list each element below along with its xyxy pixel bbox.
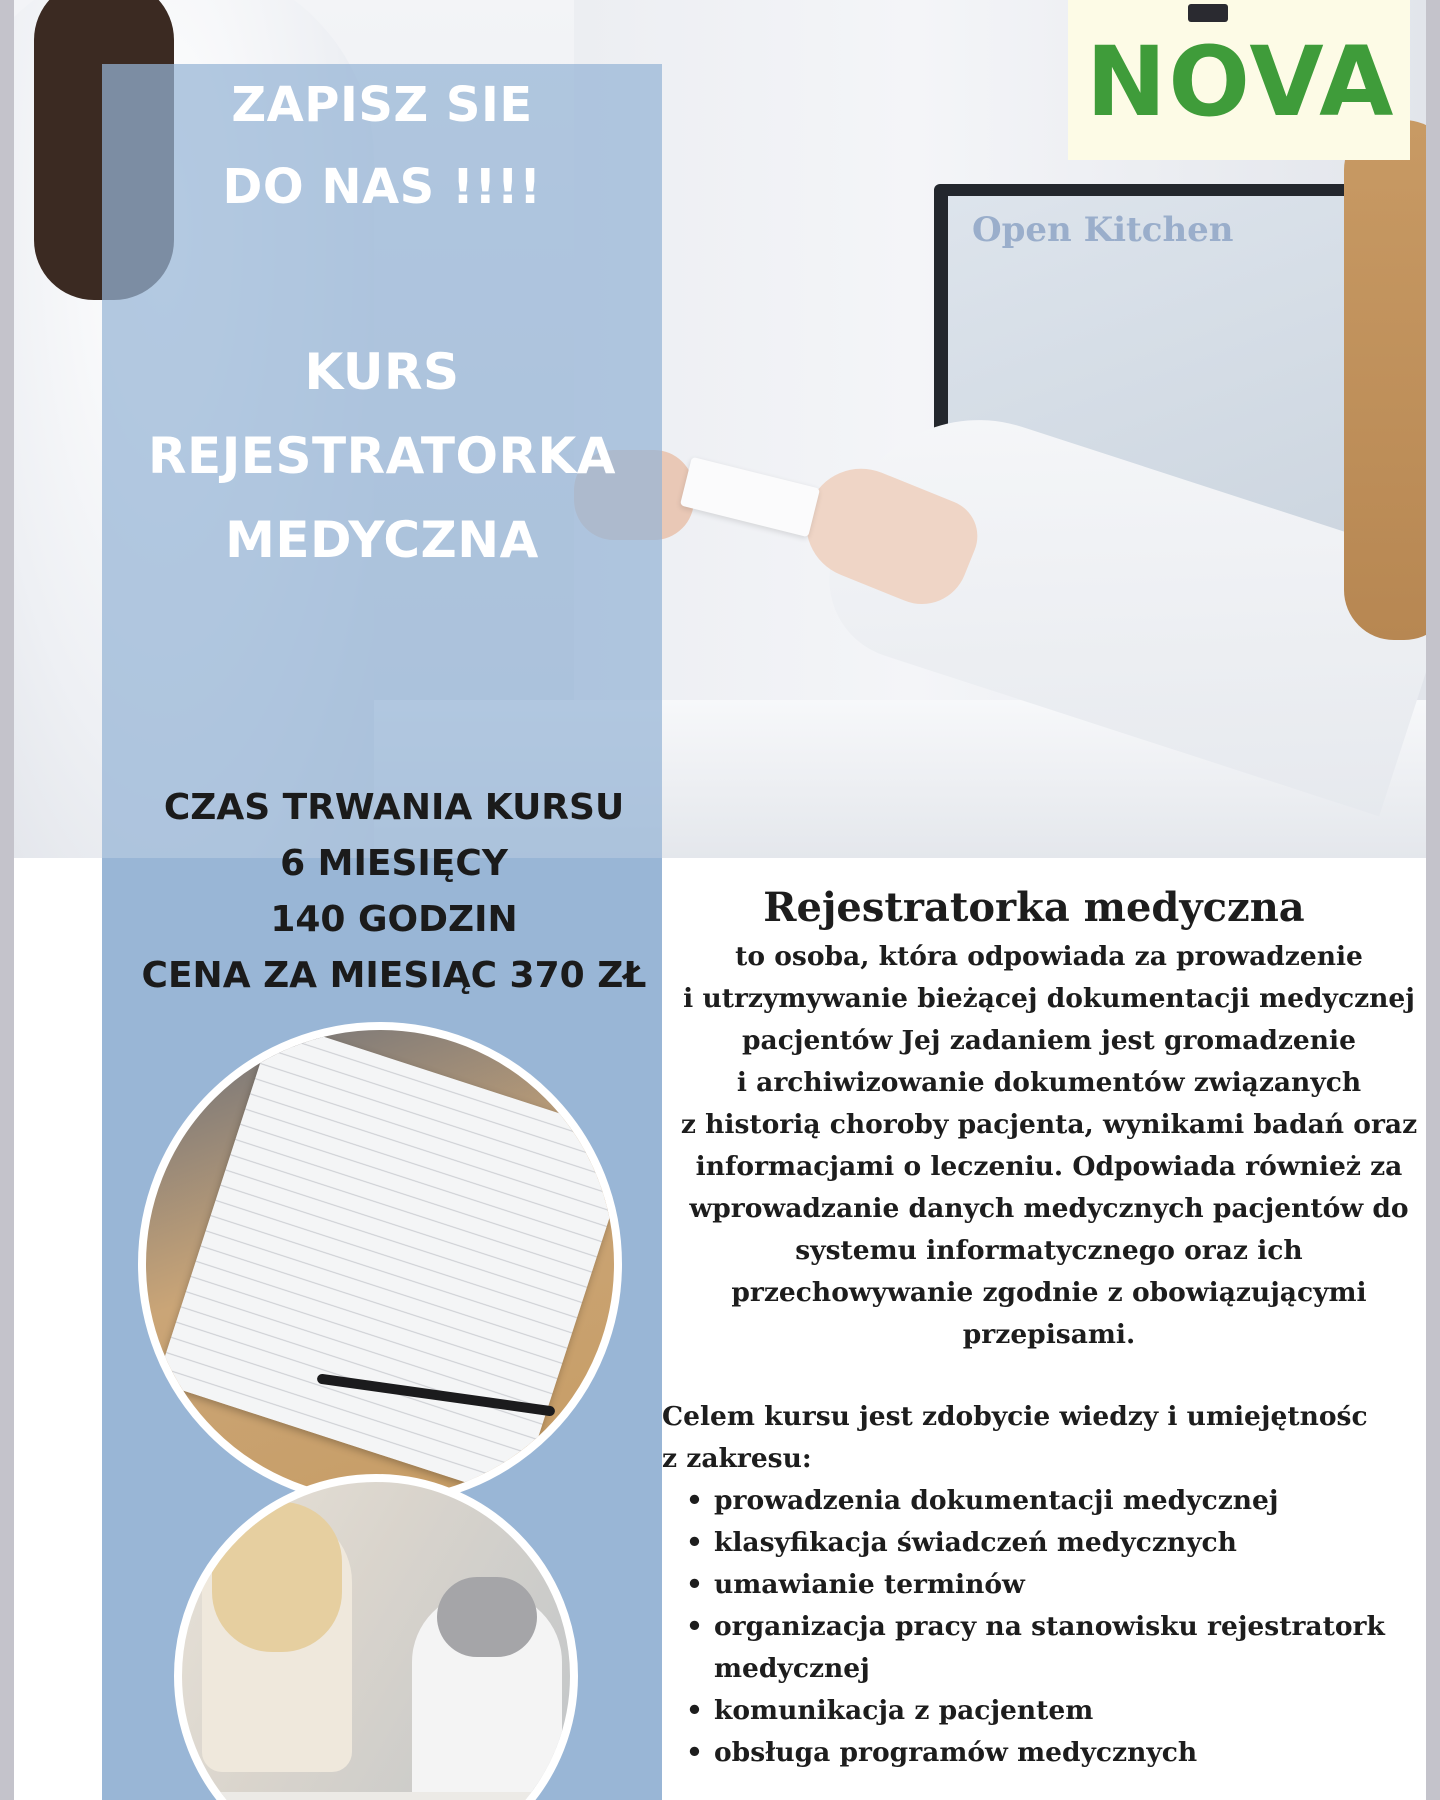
documents-photo: [138, 1022, 622, 1506]
duration-value: 6 MIESIĘCY: [280, 843, 508, 884]
graduation-cap-icon: [1188, 4, 1228, 22]
bullet-icon: •: [686, 1527, 703, 1558]
signup-headline: ZAPISZ SIE DO NAS !!!!: [222, 77, 542, 215]
list-item-text: komunikacja z pacjentem: [714, 1695, 1094, 1726]
list-item-text: organizacja pracy na stanowisku rejestratork medycznej: [714, 1611, 1385, 1684]
list-item-text: obsługa programów medycznych: [714, 1737, 1198, 1768]
bullet-icon: •: [686, 1737, 703, 1768]
description-title: Rejestratorka medyczna: [763, 884, 1305, 931]
list-item: [686, 1480, 1426, 1522]
bullet-icon: •: [686, 1611, 703, 1642]
bullet-icon: •: [686, 1569, 703, 1600]
course-title: KURS REJESTRATORKA MEDYCZNA: [148, 343, 616, 569]
bullet-icon: •: [686, 1485, 703, 1516]
patient-hair-2: [212, 1502, 342, 1652]
monitor-text: Open Kitchen: [972, 210, 1234, 250]
list-item: [686, 1522, 1426, 1564]
price-value: CENA ZA MIESIĄC 370 ZŁ: [141, 955, 647, 996]
list-item: [686, 1606, 1426, 1690]
course-info: [124, 780, 664, 1004]
medical-form: [157, 1022, 622, 1499]
receptionist-hair-2: [437, 1577, 537, 1657]
nova-logo: [1068, 0, 1410, 160]
receptionist-hair: [1344, 120, 1426, 640]
poster: [14, 0, 1426, 1800]
list-item-text: klasyfikacja świadczeń medycznych: [714, 1527, 1237, 1558]
desk-surface: [182, 1792, 578, 1800]
duration-label: CZAS TRWANIA KURSU: [163, 787, 625, 828]
hours-value: 140 GODZIN: [270, 899, 518, 940]
list-item: [686, 1732, 1426, 1774]
list-item: [686, 1564, 1426, 1606]
list-item-text: prowadzenia dokumentacji medycznej: [714, 1485, 1279, 1516]
logo-text: NOVA: [1086, 26, 1396, 138]
description-block: [664, 880, 1426, 1356]
bullet-icon: •: [686, 1695, 703, 1726]
course-goal-list: [686, 1480, 1426, 1774]
description-body: to osoba, która odpowiada za prowadzenie i utrzymywanie bieżącej dokumentacji medycznej pacjentów Jej zadaniem jest gromadzenie i archiwizowanie dokumentów związanych z historią choroby pacjenta, wynikami badań oraz informacjami o leczeniu. Odpowiada również za wprowadzanie danych medycznych pacjentów do systemu informatycznego oraz ich przechowywanie zgodnie z obowiązującymi przepisami.: [680, 941, 1418, 1350]
list-item: [686, 1690, 1426, 1732]
course-goal-intro: Celem kursu jest zdobycie wiedzy i umiejętnośc z zakresu:: [662, 1401, 1368, 1474]
list-item-text: umawianie terminów: [714, 1569, 1025, 1600]
